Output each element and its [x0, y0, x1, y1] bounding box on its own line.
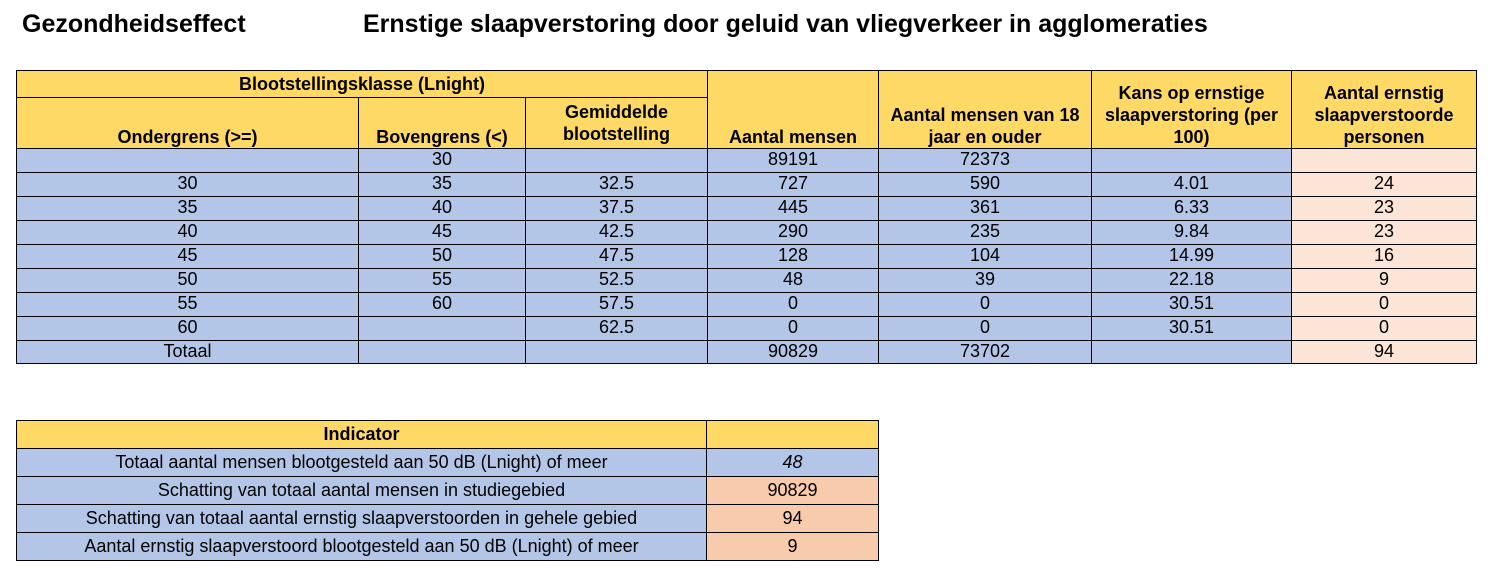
- table-cell: 62.5: [526, 317, 708, 341]
- table-cell: 35: [359, 173, 526, 197]
- column-header: Bovengrens (<): [359, 98, 526, 149]
- table-cell: [526, 149, 708, 173]
- table-cell: 45: [17, 245, 359, 269]
- table-cell: 235: [879, 221, 1092, 245]
- table-cell: 104: [879, 245, 1092, 269]
- table-cell: 89191: [708, 149, 879, 173]
- table-row: [17, 197, 1477, 221]
- table-cell: 727: [708, 173, 879, 197]
- group-header: Blootstellingsklasse (Lnight): [17, 71, 708, 98]
- column-header: Ondergrens (>=): [17, 98, 359, 149]
- column-header: Aantal ernstig slaapverstoorde personen: [1292, 71, 1477, 149]
- indicator-header: Indicator: [17, 421, 707, 449]
- indicator-row: [17, 533, 879, 561]
- table-cell: [359, 341, 526, 364]
- table-cell: 4.01: [1092, 173, 1292, 197]
- table-cell: [1292, 149, 1477, 173]
- table-cell: 0: [708, 317, 879, 341]
- table-cell: 32.5: [526, 173, 708, 197]
- table-cell: 0: [879, 293, 1092, 317]
- column-header: Aantal mensen: [708, 71, 879, 149]
- table-cell: 60: [17, 317, 359, 341]
- table-cell: 0: [1292, 293, 1477, 317]
- indicator-row: [17, 449, 879, 477]
- table-cell: 22.18: [1092, 269, 1292, 293]
- table-cell: 37.5: [526, 197, 708, 221]
- table-row: [17, 221, 1477, 245]
- table-row: [17, 149, 1477, 173]
- column-header: Gemiddelde blootstelling: [526, 98, 708, 149]
- table-cell: 6.33: [1092, 197, 1292, 221]
- table-cell: 39: [879, 269, 1092, 293]
- table-cell: 72373: [879, 149, 1092, 173]
- indicator-value: 90829: [707, 477, 879, 505]
- table-cell: 50: [359, 245, 526, 269]
- table-cell: 35: [17, 197, 359, 221]
- table-cell: 94: [1292, 341, 1477, 364]
- table-cell: 40: [359, 197, 526, 221]
- table-cell: 30: [17, 173, 359, 197]
- column-header: Aantal mensen van 18 jaar en ouder: [879, 71, 1092, 149]
- table-row: [17, 245, 1477, 269]
- table-cell: Totaal: [17, 341, 359, 364]
- indicator-label: Totaal aantal mensen blootgesteld aan 50 dB (Lnight) of meer: [17, 449, 707, 477]
- indicator-value: 48: [707, 449, 879, 477]
- table-cell: 0: [708, 293, 879, 317]
- table-row: [17, 317, 1477, 341]
- column-header: Kans op ernstige slaapverstoring (per 100): [1092, 71, 1292, 149]
- table-cell: 50: [17, 269, 359, 293]
- table-cell: 55: [359, 269, 526, 293]
- table-cell: 590: [879, 173, 1092, 197]
- table-cell: 45: [359, 221, 526, 245]
- exposure-table: [16, 70, 1477, 364]
- table-cell: 48: [708, 269, 879, 293]
- indicator-label: Schatting van totaal aantal mensen in studiegebied: [17, 477, 707, 505]
- table-row: [17, 173, 1477, 197]
- table-cell: 23: [1292, 197, 1477, 221]
- table-cell: 30.51: [1092, 317, 1292, 341]
- table-cell: [359, 317, 526, 341]
- table-cell: 60: [359, 293, 526, 317]
- table-cell: 30.51: [1092, 293, 1292, 317]
- table-cell: [17, 149, 359, 173]
- table-cell: 0: [1292, 317, 1477, 341]
- table-cell: 42.5: [526, 221, 708, 245]
- table-cell: 9: [1292, 269, 1477, 293]
- indicator-table: [16, 420, 879, 561]
- table-cell: 23: [1292, 221, 1477, 245]
- table-cell: 445: [708, 197, 879, 221]
- table-cell: 24: [1292, 173, 1477, 197]
- table-cell: 73702: [879, 341, 1092, 364]
- table-cell: 57.5: [526, 293, 708, 317]
- table-cell: 40: [17, 221, 359, 245]
- table-cell: [1092, 341, 1292, 364]
- section-label: Gezondheidseffect: [22, 10, 246, 38]
- indicator-value: 94: [707, 505, 879, 533]
- table-cell: 30: [359, 149, 526, 173]
- table-cell: [526, 341, 708, 364]
- indicator-value-header: [707, 421, 879, 449]
- table-cell: 47.5: [526, 245, 708, 269]
- indicator-value: 9: [707, 533, 879, 561]
- table-cell: 290: [708, 221, 879, 245]
- table-cell: 90829: [708, 341, 879, 364]
- table-cell: 361: [879, 197, 1092, 221]
- table-cell: 16: [1292, 245, 1477, 269]
- table-row: [17, 341, 1477, 364]
- page-title: Ernstige slaapverstoring door geluid van vliegverkeer in agglomeraties: [363, 10, 1208, 38]
- indicator-label: Schatting van totaal aantal ernstig slaapverstoorden in gehele gebied: [17, 505, 707, 533]
- indicator-row: [17, 505, 879, 533]
- table-cell: 9.84: [1092, 221, 1292, 245]
- table-cell: 55: [17, 293, 359, 317]
- table-cell: 14.99: [1092, 245, 1292, 269]
- table-cell: 128: [708, 245, 879, 269]
- indicator-label: Aantal ernstig slaapverstoord blootgesteld aan 50 dB (Lnight) of meer: [17, 533, 707, 561]
- table-row: [17, 269, 1477, 293]
- table-cell: 52.5: [526, 269, 708, 293]
- table-cell: 0: [879, 317, 1092, 341]
- table-row: [17, 293, 1477, 317]
- indicator-row: [17, 477, 879, 505]
- table-cell: [1092, 149, 1292, 173]
